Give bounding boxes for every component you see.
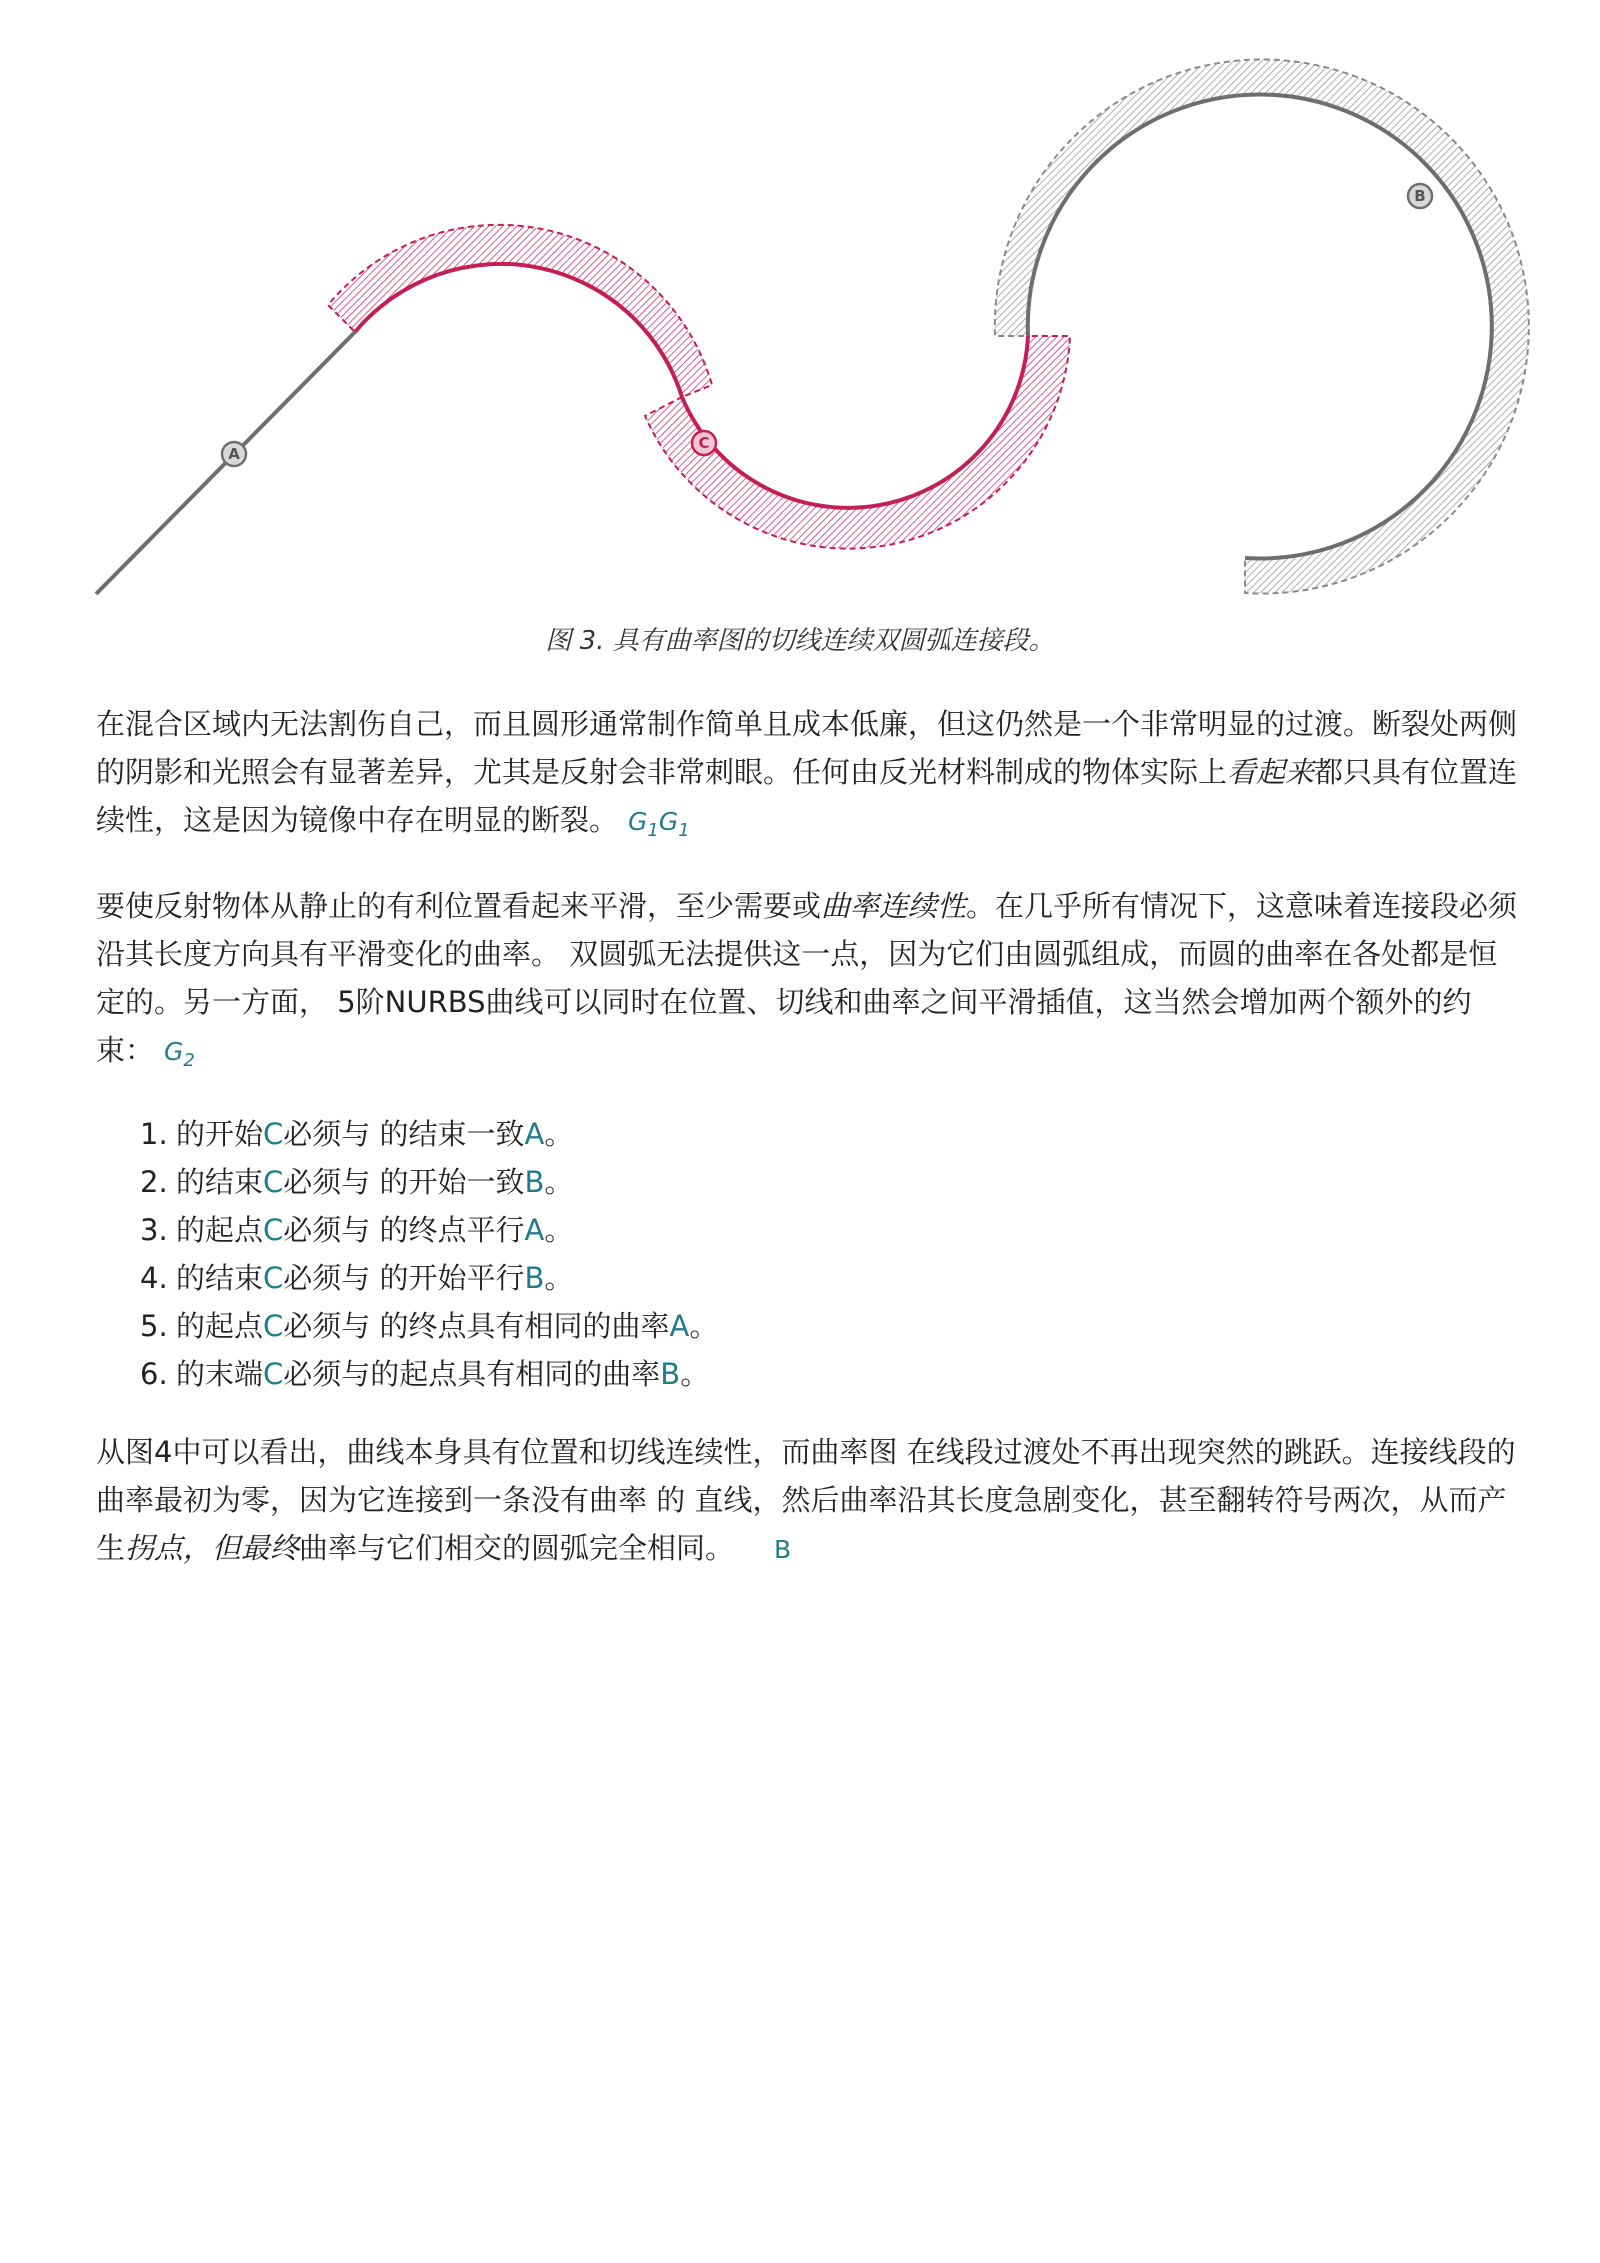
label-a-text: A (228, 445, 240, 463)
label-c-marker (692, 431, 716, 455)
curvature-band-gray (995, 60, 1529, 594)
continuity-ref-g1[interactable]: $G_1G_1$ (628, 807, 690, 841)
paragraph-2-text-a: 要使反射物体从静止的有利位置看起来平滑，至少需要或 (96, 889, 822, 923)
paragraph-2-emphasis: 曲率连续性 (821, 889, 967, 923)
paragraph-1-emphasis: 看起来 (1227, 755, 1315, 789)
paragraph-3-text-b: 曲率与它们相交的圆弧完全相同。 (299, 1531, 735, 1565)
figure-caption: 图 3. 具有曲率图的切线连续双圆弧连接段。 (545, 626, 1055, 656)
label-b-text: B (1414, 187, 1426, 205)
biarc-figure (0, 0, 1600, 620)
constraint-list (140, 1110, 1440, 1398)
label-b-marker (1408, 184, 1432, 208)
paragraph-3-text-a: 从图4中可以看出，曲线本身具有位置和切线连续性，而曲率图 在线段过渡处不再出现突然的跳跃。连接线段的 曲率最初为零，因为它连接到一条没有曲率 的 直线，然后曲率沿其长度急剧变化，甚至翻转符号两次，从而产生 (96, 1435, 1516, 1565)
label-c-text: C (698, 434, 710, 452)
paragraph-3 (96, 1428, 1520, 1574)
paragraph-3-emphasis: 拐点，但最终 (125, 1531, 300, 1565)
list-item: 5. 的起点C必须与 的终点具有相同的曲率A。 (140, 1309, 719, 1343)
list-item: 3. 的起点C必须与 的终点平行A。 (140, 1213, 574, 1247)
continuity-ref-g2[interactable]: $G_2$ (164, 1037, 195, 1071)
label-a-marker (222, 442, 246, 466)
reference-link-b[interactable]: B (774, 1535, 792, 1564)
paragraph-2 (96, 882, 1520, 1085)
paragraph-2-text-b: 。在几乎所有情况下，这意味着连接段必须沿其长度方向具有平滑变化的曲率。 双圆弧无法提供这一点，因为它们由圆弧组成，而圆的曲率在各处都是恒定的。另一方面， 5阶NURBS曲线可以同时在位置、切线和曲率之间平滑插值，这当然会增加两个额外的约束： (96, 889, 1518, 1067)
list-item: 4. 的结束C必须与 的开始平行B。 (140, 1261, 574, 1295)
list-item: 6. 的末端C必须与的起点具有相同的曲率B。 (140, 1357, 710, 1391)
list-item: 1. 的开始C必须与 的结束一致A。 (140, 1117, 574, 1151)
list-item: 2. 的结束C必须与 的开始一致B。 (140, 1165, 574, 1199)
curvature-band-upper (328, 225, 712, 397)
arc-segment-b (1028, 94, 1492, 558)
paragraph-1 (96, 700, 1520, 855)
paragraph-1-text-b: 都只具有位置连续性，这是因为镜像中存在明显的断裂。 (96, 755, 1518, 837)
paragraph-1-text-a: 在混合区域内无法割伤自己，而且圆形通常制作简单且成本低廉，但这仍然是一个非常明显的过渡。断裂处两侧的阴影和光照会有显著差异，尤其是反射会非常刺眼。任何由反光材料制成的物体实际上 (96, 707, 1518, 789)
